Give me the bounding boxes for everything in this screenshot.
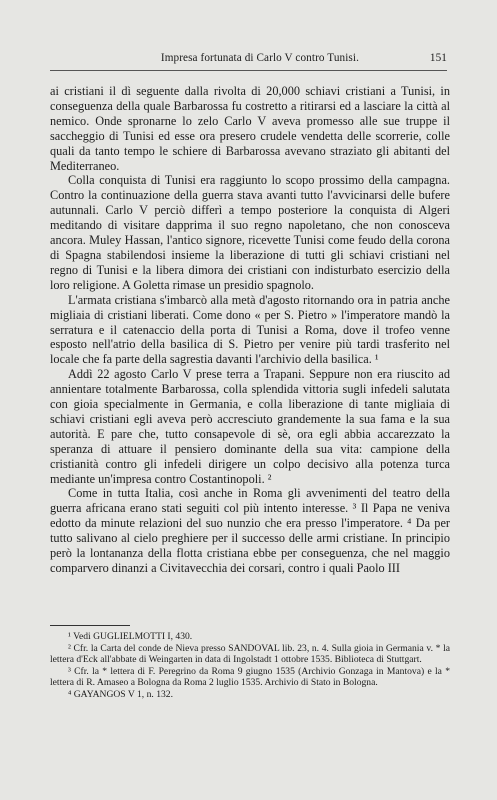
paragraph: Addì 22 agosto Carlo V prese terra a Trapani. Seppure non era riuscito ad annientare totalmente Barbarossa, colla splendida vittoria sugli infedeli salutata con gioia specialmente in Germania, e colla liberazione di tante migliaia di schiavi cristiani egli aveva però accresciuto grandemente la sua fama e la sua autorità. E pare che, tutto consapevole di sè, ora egli abbia accarezzato la speranza di attuare il pensiero dominante della sua vita: campione della cristianità contro gli infedeli dirigere un colpo decisivo alla potenza turca mediante un'impresa contro Costantinopoli. ² [50,367,450,486]
footnote-rule [50,625,130,626]
header-rule [50,70,447,71]
footnote: ⁴ GAYANGOS V 1, n. 132. [68,688,173,700]
running-header [50,52,447,64]
paragraph: Come in tutta Italia, così anche in Roma gli avvenimenti del teatro della guerra africana erano stati seguiti col più intento interesse. ³ Il Papa ne veniva edotto da minute relazioni del suo nunzio che era presso l'imperatore. ⁴ Da per tutto salivano al cielo preghiere per il successo delle armi cristiane. In principio però la lontananza della flotta cristiana ebbe per conseguenza, che nel maggio comparvero dinanzi a Civitavecchia dei corsari, contro i quali Paolo III [50,486,450,575]
footnote: ² Cfr. la Carta del conde de Nieva presso SANDOVAL lib. 23, n. 4. Sulla gioia in Germania v. * la lettera d'Eck all'abbate di Weingarten in data di Ingolstadt 1 ottobre 1535. Biblioteca di Stuttgart. [50,642,450,666]
paragraph: Colla conquista di Tunisi era raggiunto lo scopo prossimo della campagna. Contro la continuazione della guerra stava avanti tutto l'avvicinarsi delle bufere autunnali. Carlo V perciò differì a tempo posteriore la conquista di Algeri meditando di visitare dapprima il suo regno napoletano, che non conosceva ancora. Muley Hassan, l'antico signore, ricevette Tunisi come feudo della corona di Spagna stabilendosi insieme la liberazione di tutti gli schiavi cristiani nel regno di Tunisi e la libera dimora dei cristiani con indisturbato esercizio della loro religione. A Goletta rimase un presidio spagnolo. [50,173,450,292]
paragraph: L'armata cristiana s'imbarcò alla metà d'agosto ritornando ora in patria anche migliaia di cristiani liberati. Come dono « per S. Pietro » l'imperatore mandò la serratura e il catenaccio della porta di Tunisi a Roma, dove il trofeo venne esposto nell'atrio della basilica di S. Pietro per venire più tardi trasferito nel locale che fa parte della sagrestia davanti l'archivio della basilica. ¹ [50,292,450,367]
running-title: Impresa fortunata di Carlo V contro Tunisi. [160,52,359,64]
paragraph: ai cristiani il dì seguente dalla rivolta di 20,000 schiavi cristiani a Tunisi, in conseguenza della quale Barbarossa fu costretto a ritirarsi ed a lasciare la città al nemico. Onde spronarne lo zelo Carlo V aveva promesso alle sue truppe il saccheggio di Tunisi ed esse ora presero crudele vendetta delle scorrerie, colle quali da tanto tempo le schiere di Barbarossa avevano straziato gli abitanti del Mediterraneo. [50,84,450,173]
footnote: ³ Cfr. la * lettera di F. Peregrino da Roma 9 giugno 1535 (Archivio Gonzaga in Mantova) e la * lettera di R. Amaseo a Bologna da Roma 2 luglio 1535. Archivio di Stato in Bologna. [50,665,450,689]
main-text [50,84,450,576]
page-number: 151 [429,52,447,64]
footnote: ¹ Vedi GUGLIELMOTTI I, 430. [68,631,193,642]
footnotes [50,631,450,701]
